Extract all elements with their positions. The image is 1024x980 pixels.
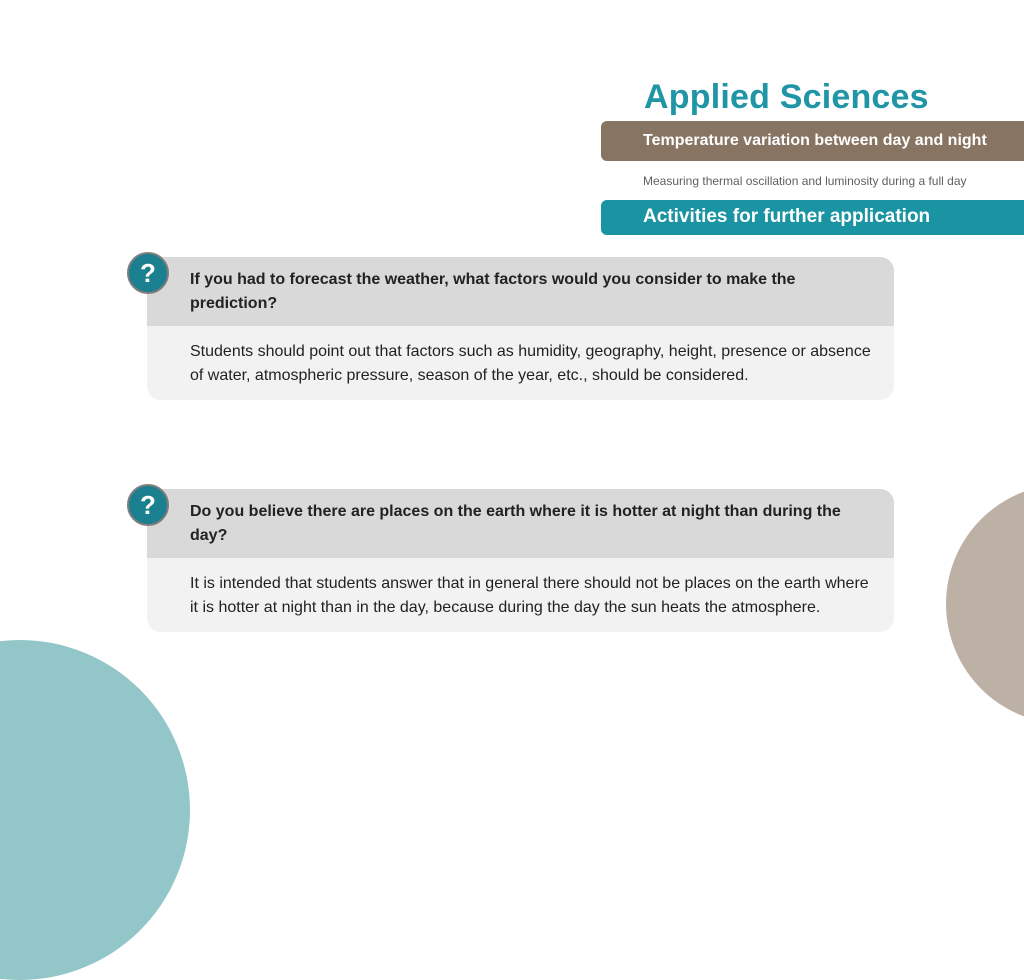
brand-title: Applied Sciences bbox=[644, 78, 929, 116]
answer-text-2: It is intended that students answer that in general there should not be places on the earth where it is hotter at night than in the day, because during the day the sun heats the atmosphere. bbox=[190, 575, 869, 616]
section-title: Activities for further application bbox=[643, 206, 931, 227]
question-text-1: If you had to forecast the weather, what factors would you consider to make the prediction? bbox=[147, 257, 894, 326]
topic-title: Temperature variation between day and night bbox=[643, 132, 987, 149]
question-mark-icon: ? bbox=[127, 252, 169, 294]
question-mark-icon: ? bbox=[127, 484, 169, 526]
section-title-bar bbox=[601, 200, 1024, 235]
answer-text-1: Students should point out that factors such as humidity, geography, height, presence or absence of water, atmospheric pressure, season of the year, etc., should be considered. bbox=[190, 343, 871, 384]
decorative-teal-circle bbox=[0, 640, 190, 980]
qa-card-1 bbox=[140, 257, 894, 400]
decorative-taupe-circle bbox=[946, 484, 1024, 724]
qa-card-2 bbox=[140, 489, 894, 632]
topic-title-bar bbox=[601, 121, 1024, 161]
question-text-2: Do you believe there are places on the earth where it is hotter at night than during the day? bbox=[147, 489, 894, 558]
topic-subtitle: Measuring thermal oscillation and luminosity during a full day bbox=[643, 174, 967, 188]
